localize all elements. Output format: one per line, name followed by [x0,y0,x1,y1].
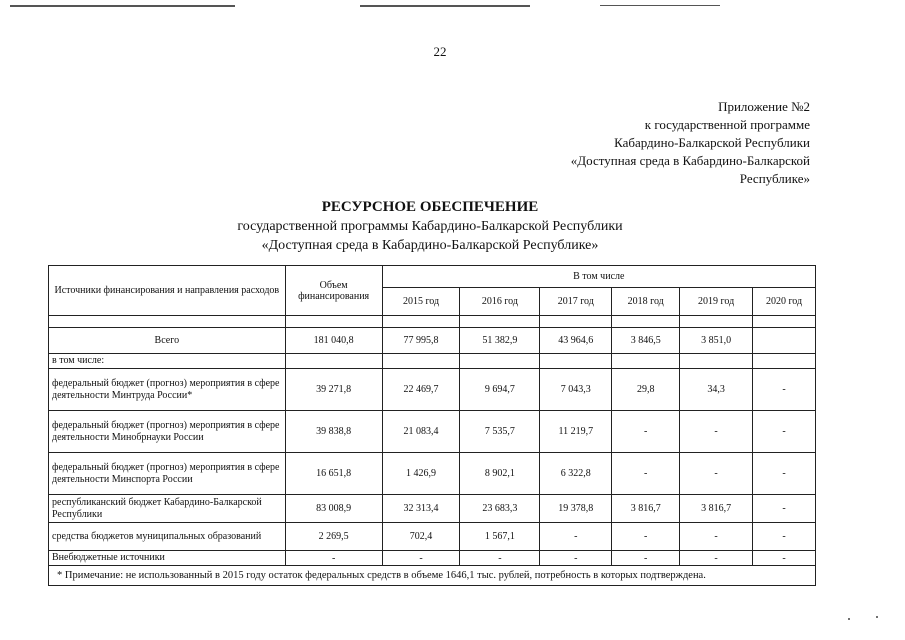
cell-value: 21 083,4 [382,411,460,453]
cell-value: - [753,551,816,566]
row-label: федеральный бюджет (прогноз) мероприятия в сфере деятельности Минобрнауки России [49,411,286,453]
scan-artifact [10,5,235,7]
cell-value: 29,8 [612,369,680,411]
cell-value: - [540,551,612,566]
cell-value: 19 378,8 [540,495,612,523]
cell-value: - [680,551,753,566]
table-row-including [49,354,816,369]
cell-volume: 83 008,9 [285,495,382,523]
cell-value: - [680,453,753,495]
cell-value: 8 902,1 [460,453,540,495]
cell-value: 43 964,6 [540,328,612,354]
row-label: Внебюджетные источники [49,551,286,566]
header-year: 2018 год [612,288,680,316]
table-row [49,453,816,495]
cell-value: 3 816,7 [680,495,753,523]
cell-value: 22 469,7 [382,369,460,411]
cell-value: 23 683,3 [460,495,540,523]
table-row [49,495,816,523]
cell-value: 3 851,0 [680,328,753,354]
row-label: республиканский бюджет Кабардино-Балкарской Республики [49,495,286,523]
cell-value: 1 426,9 [382,453,460,495]
cell-value: 1 567,1 [460,523,540,551]
header-year: 2020 год [753,288,816,316]
scan-artifact [360,5,530,7]
table-row [49,551,816,566]
appendix-line: «Доступная среда в Кабардино-Балкарской [570,153,810,168]
table-row [49,369,816,411]
appendix-line: Республике» [739,171,810,186]
document-subtitle: государственной программы Кабардино-Балкарской Республики [237,219,623,234]
header-year: 2015 год [382,288,460,316]
table-note-row [49,566,816,586]
header-year: 2016 год [460,288,540,316]
cell-volume: 181 040,8 [285,328,382,354]
cell-value: - [612,411,680,453]
cell-value: - [612,453,680,495]
cell-value: - [680,523,753,551]
cell-value: 3 846,5 [612,328,680,354]
page-number: 22 [433,44,447,59]
table-row [49,523,816,551]
cell-value: 3 816,7 [612,495,680,523]
cell-value: - [540,523,612,551]
appendix-line: к государственной программе [644,117,810,132]
document-subtitle: «Доступная среда в Кабардино-Балкарской Республике» [261,238,599,253]
header-year: 2019 год [680,288,753,316]
spacer-row [49,316,816,328]
cell-value: - [382,551,460,566]
appendix-line: Кабардино-Балкарской Республики [614,135,810,150]
cell-value: 77 995,8 [382,328,460,354]
row-label: Всего [49,328,286,354]
cell-value: - [680,411,753,453]
row-label: в том числе: [49,354,286,369]
scan-artifact [600,5,720,6]
header-volume: Объем финансирования [285,266,382,316]
scan-speck [848,618,850,620]
appendix-line: Приложение №2 [718,99,810,114]
document-title: РЕСУРСНОЕ ОБЕСПЕЧЕНИЕ [321,199,539,215]
row-label: федеральный бюджет (прогноз) мероприятия в сфере деятельности Минтруда России* [49,369,286,411]
cell-volume: - [285,551,382,566]
cell-value: - [612,523,680,551]
cell-volume: 39 271,8 [285,369,382,411]
row-label: средства бюджетов муниципальных образований [49,523,286,551]
cell-value: - [753,369,816,411]
cell-value: - [753,495,816,523]
cell-value: 11 219,7 [540,411,612,453]
cell-volume: 39 838,8 [285,411,382,453]
table-row [49,411,816,453]
cell-value: 702,4 [382,523,460,551]
row-label: федеральный бюджет (прогноз) мероприятия в сфере деятельности Минспорта России [49,453,286,495]
cell-value: - [753,453,816,495]
cell-volume: 2 269,5 [285,523,382,551]
cell-value [753,328,816,354]
resources-table [48,265,816,586]
header-source: Источники финансирования и направления расходов [49,266,286,316]
cell-value: 34,3 [680,369,753,411]
cell-value: - [753,411,816,453]
table-note: * Примечание: не использованный в 2015 году остаток федеральных средств в объеме 1646,1 тыс. рублей, потребность в которых подтверждена. [49,566,816,586]
cell-value: 9 694,7 [460,369,540,411]
cell-value: 7 043,3 [540,369,612,411]
cell-value: - [753,523,816,551]
appendix-block [520,98,810,188]
cell-value: 32 313,4 [382,495,460,523]
cell-volume: 16 651,8 [285,453,382,495]
header-year: 2017 год [540,288,612,316]
cell-value: - [612,551,680,566]
cell-value: 7 535,7 [460,411,540,453]
cell-value: 6 322,8 [540,453,612,495]
title-block [0,198,860,255]
scan-speck [876,616,878,618]
cell-value: 51 382,9 [460,328,540,354]
cell-value: - [460,551,540,566]
table-row-total [49,328,816,354]
header-including: В том числе [382,266,815,288]
